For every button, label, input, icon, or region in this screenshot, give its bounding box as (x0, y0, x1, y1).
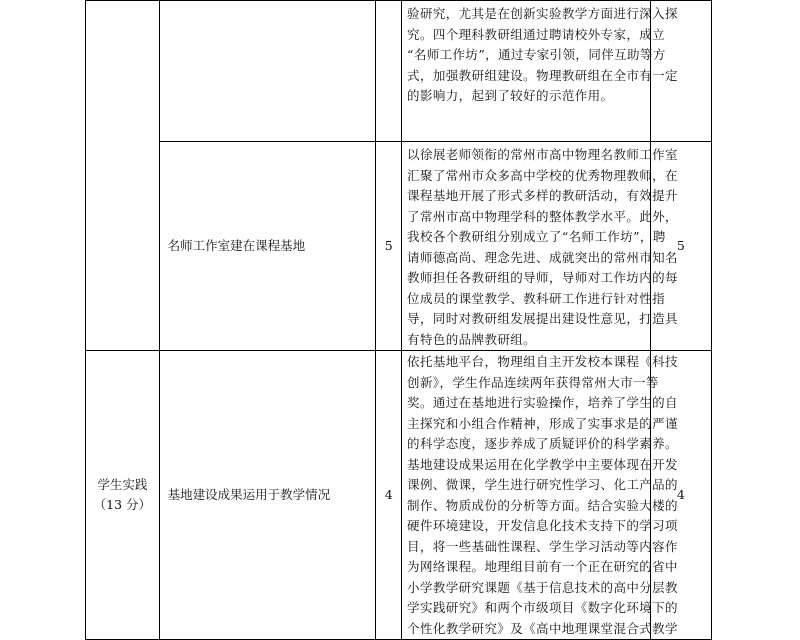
description-line: 主探究和小组合作精神，形成了实事求是的严谨 (407, 415, 678, 431)
description-line: 个性化教学研究》及《高中地理课堂混合式教学 (407, 620, 678, 636)
description-cell (402, 1, 678, 142)
table-row (86, 351, 712, 640)
category-title: 学生实践 (97, 476, 148, 492)
points-cell-continued (376, 1, 402, 142)
category-cell-continued (86, 1, 160, 351)
points-cell: 4 (376, 351, 402, 640)
description-cell (402, 351, 678, 640)
description-line: “名师工作坊”，通过专家引领，同伴互助等方 (407, 47, 666, 62)
description-line: 我校各个教研组分别成立了“名师工作坊”，聘 (407, 229, 666, 244)
description-line: 验研究，尤其是在创新实验教学方面进行深入探 (407, 6, 678, 21)
description-line: 导，同时对教研组发展提出建设性意见，打造具 (407, 311, 678, 326)
description-cell (402, 142, 678, 351)
description-line: 制作、物质成份的分析等方面。结合实验大楼的 (407, 497, 678, 513)
description-line: 奖。通过在基地进行实验操作，培养了学生的自 (407, 395, 678, 410)
description-line: 式，加强教研组建设。物理教研组在全市有一定 (407, 67, 678, 83)
description-line: 的影响力，起到了较好的示范作用。 (407, 88, 614, 103)
description-line: 以徐展老师领衔的常州市高中物理名教师工作室 (407, 147, 678, 162)
item-cell: 基地建设成果运用于教学情况 (159, 351, 376, 640)
score-cell: 5 (650, 142, 711, 351)
description-line: 有特色的品牌教研组。 (407, 331, 537, 347)
description-line: 究。四个理科教研组通过聘请校外专家，成立 (407, 26, 666, 42)
table-row (86, 142, 712, 351)
description-line: 汇聚了常州市众多高中学校的优秀物理教师，在 (407, 167, 678, 183)
description-line: 基地建设成果运用在化学教学中主要体现在开发 (407, 456, 678, 472)
item-cell: 名师工作室建在课程基地 (159, 142, 376, 351)
description-line: 为网络课程。地理组目前有一个正在研究的省中 (407, 559, 678, 574)
category-cell (86, 351, 160, 640)
description-line: 创新》，学生作品连续两年获得常州大市一等 (407, 374, 659, 390)
description-line: 位成员的课堂教学、教科研工作进行针对性指 (407, 290, 666, 306)
description-line: 请师德高尚、理念先进、成就突出的常州市知名 (407, 249, 678, 265)
description-line: 学实践研究》和两个市级项目《数字化环境下的 (407, 600, 678, 615)
description-line: 课例、微课，学生进行研究性学习、化工产品的 (407, 477, 678, 492)
description-line: 教师担任各教研组的导师，导师对工作坊内的每 (407, 270, 678, 285)
evaluation-table (85, 0, 712, 640)
points-cell: 5 (376, 142, 402, 351)
score-cell: 4 (650, 351, 711, 640)
item-cell-continued (159, 1, 376, 142)
description-line: 了常州市高中物理学科的整体教学水平。此外， (407, 208, 678, 224)
table-row (86, 1, 712, 142)
description-line: 目，将一些基础性课程、学生学习活动等内容作 (407, 538, 678, 554)
description-line: 硬件环境建设，开发信息化技术支持下的学习项 (407, 518, 678, 533)
description-line: 课程基地开展了形式多样的教研活动，有效提升 (407, 188, 678, 203)
description-line: 小学教学研究课题《基于信息技术的高中分层教 (407, 579, 678, 595)
description-line: 的科学态度，逐步养成了质疑评价的科学素养。 (407, 436, 678, 451)
description-line: 依托基地平台，物理组自主开发校本课程《科技 (407, 354, 678, 369)
category-points: （13 分） (93, 497, 152, 512)
